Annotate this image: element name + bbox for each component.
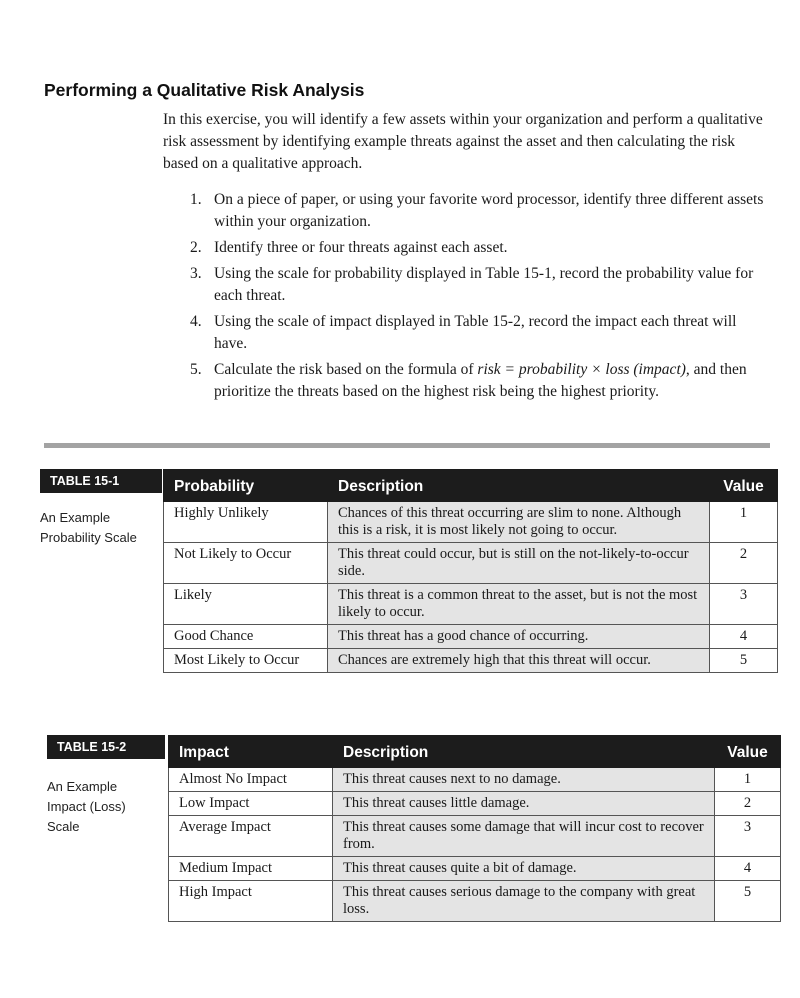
table-cell: Average Impact <box>169 816 333 857</box>
step-number: 3. <box>190 265 202 282</box>
column-header: Value <box>710 470 778 502</box>
table-cell: Chances of this threat occurring are slim to none. Although this is a risk, it is most likely not going to occur. <box>328 502 710 543</box>
step-text: Identify three or four threats against each asset. <box>214 239 508 256</box>
table-cell: High Impact <box>169 881 333 922</box>
step-item <box>190 263 772 307</box>
exercise-steps <box>190 189 772 407</box>
table-header-row <box>164 470 778 502</box>
table-row <box>169 857 781 881</box>
table-cell: 4 <box>710 625 778 649</box>
intro-paragraph: In this exercise, you will identify a few assets within your organization and perform a qualitative risk assessment by identifying example threats against the asset and then calculating the risk based on a qualitative approach. <box>163 111 763 172</box>
table-cell: This threat causes little damage. <box>333 792 715 816</box>
table1-label: TABLE 15-1 <box>40 469 162 493</box>
table-cell: Low Impact <box>169 792 333 816</box>
table-cell: This threat causes serious damage to the company with great loss. <box>333 881 715 922</box>
table-cell: Highly Unlikely <box>164 502 328 543</box>
column-header: Description <box>328 470 710 502</box>
step-text: Using the scale of impact displayed in Table 15-2, record the impact each threat will have. <box>214 313 737 352</box>
step-item <box>190 311 772 355</box>
step-item <box>190 189 772 233</box>
step-number: 2. <box>190 239 202 256</box>
table-row <box>164 543 778 584</box>
section-divider <box>44 443 770 448</box>
column-header: Description <box>333 736 715 768</box>
step-text-after: , and then prioritize the threats based on the highest risk being the highest priority. <box>214 361 747 400</box>
table-cell: Most Likely to Occur <box>164 649 328 673</box>
step-number: 4. <box>190 313 202 330</box>
table2-label: TABLE 15-2 <box>47 735 165 759</box>
table-row <box>169 792 781 816</box>
table-cell: This threat could occur, but is still on the not-likely-to-occur side. <box>328 543 710 584</box>
table-row <box>169 816 781 857</box>
table-cell: This threat causes quite a bit of damage. <box>333 857 715 881</box>
step-text: On a piece of paper, or using your favorite word processor, identify three different assets within your organization. <box>214 191 764 230</box>
section-title: Performing a Qualitative Risk Analysis <box>44 80 365 100</box>
column-header: Impact <box>169 736 333 768</box>
table-cell: 3 <box>715 816 781 857</box>
table1-caption: An Example Probability Scale <box>40 510 137 545</box>
probability-table <box>163 469 778 673</box>
impact-table <box>168 735 781 922</box>
table-row <box>164 584 778 625</box>
table-cell: Almost No Impact <box>169 768 333 792</box>
step-item <box>190 359 772 403</box>
step-item <box>190 237 772 259</box>
step-text-before: Calculate the risk based on the formula of <box>214 361 478 378</box>
table-cell: 4 <box>715 857 781 881</box>
table-cell: This threat causes some damage that will incur cost to recover from. <box>333 816 715 857</box>
table-cell: 1 <box>715 768 781 792</box>
step-number: 1. <box>190 191 202 208</box>
table-cell: Chances are extremely high that this threat will occur. <box>328 649 710 673</box>
table-row <box>169 768 781 792</box>
table-row <box>164 649 778 673</box>
table-cell: 1 <box>710 502 778 543</box>
table-cell: Medium Impact <box>169 857 333 881</box>
column-header: Probability <box>164 470 328 502</box>
table-row <box>169 881 781 922</box>
column-header: Value <box>715 736 781 768</box>
step-text: Using the scale for probability displayed in Table 15-1, record the probability value for each threat. <box>214 265 754 304</box>
step-text <box>214 359 772 403</box>
table-cell: 2 <box>715 792 781 816</box>
table-row <box>164 502 778 543</box>
risk-formula: risk = probability × loss (impact) <box>477 361 686 378</box>
table-header-row <box>169 736 781 768</box>
table-cell: This threat is a common threat to the asset, but is not the most likely to occur. <box>328 584 710 625</box>
step-number: 5. <box>190 361 202 378</box>
table-cell: 2 <box>710 543 778 584</box>
table-cell: This threat causes next to no damage. <box>333 768 715 792</box>
table-cell: This threat has a good chance of occurring. <box>328 625 710 649</box>
table-row <box>164 625 778 649</box>
table-cell: 5 <box>715 881 781 922</box>
table2-caption: An Example Impact (Loss) Scale <box>47 779 126 834</box>
table-cell: Likely <box>164 584 328 625</box>
table-cell: 5 <box>710 649 778 673</box>
table-cell: 3 <box>710 584 778 625</box>
table-cell: Good Chance <box>164 625 328 649</box>
table-cell: Not Likely to Occur <box>164 543 328 584</box>
